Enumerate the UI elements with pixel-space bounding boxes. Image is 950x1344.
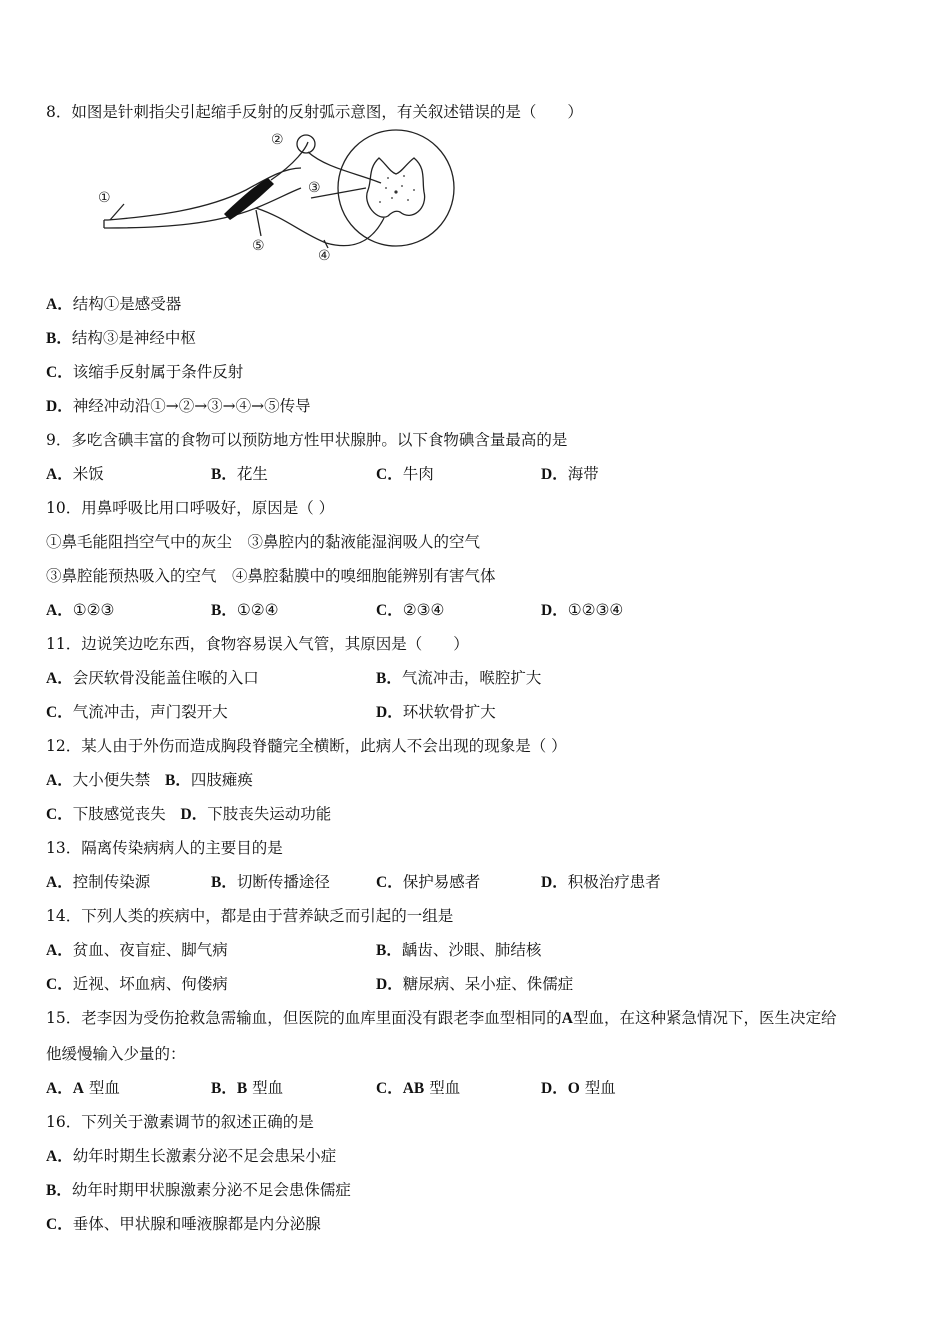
- q15-option-d[interactable]: D．O 型血: [541, 1079, 616, 1097]
- q14-option-c[interactable]: C．近视、坏血病、佝偻病: [46, 975, 228, 993]
- q10-statement-1: ①鼻毛能阻挡空气中的灰尘 ③鼻腔内的黏液能湿润吸人的空气: [46, 533, 481, 551]
- q8-option-b[interactable]: B．结构③是神经中枢: [46, 329, 196, 347]
- q11-stem: 11．边说笑边吃东西，食物容易误入气管，其原因是（ ）: [46, 635, 469, 653]
- figure-label-4: ④: [318, 248, 331, 264]
- q10-option-d[interactable]: D．①②③④: [541, 601, 624, 619]
- q12-option-c[interactable]: C．下肢感觉丧失: [46, 805, 166, 823]
- q13-option-c[interactable]: C．保护易感者: [376, 873, 481, 891]
- q11-option-c[interactable]: C．气流冲击，声门裂开大: [46, 703, 228, 721]
- q16-stem: 16．下列关于激素调节的叙述正确的是: [46, 1113, 314, 1131]
- q8-option-a[interactable]: A．结构①是感受器: [46, 295, 182, 313]
- q13-option-b[interactable]: B．切断传播途径: [211, 873, 330, 891]
- q9-option-c[interactable]: C．牛肉: [376, 465, 434, 483]
- q10-option-b[interactable]: B．①②④: [211, 601, 279, 619]
- q13-stem: 13．隔离传染病病人的主要目的是: [46, 839, 283, 857]
- figure-label-5: ⑤: [252, 238, 265, 254]
- q9-option-d[interactable]: D．海带: [541, 465, 599, 483]
- q13-option-d[interactable]: D．积极治疗患者: [541, 873, 661, 891]
- q10-option-c[interactable]: C．②③④: [376, 601, 445, 619]
- figure-label-1: ①: [98, 190, 111, 206]
- q14-stem: 14．下列人类的疾病中，都是由于营养缺乏而引起的一组是: [46, 907, 454, 925]
- q12-option-a[interactable]: A．大小便失禁: [46, 771, 151, 789]
- q8-option-d[interactable]: D．神经冲动沿①→②→③→④→⑤传导: [46, 397, 311, 415]
- figure-label-2: ②: [271, 132, 284, 148]
- q9-stem: 9．多吃含碘丰富的食物可以预防地方性甲状腺肿。以下食物碘含量最高的是: [46, 431, 568, 449]
- q12-option-d[interactable]: D．下肢丧失运动功能: [180, 805, 332, 823]
- q14-option-d[interactable]: D．糖尿病、呆小症、侏儒症: [376, 975, 574, 993]
- q11-option-d[interactable]: D．环状软骨扩大: [376, 703, 496, 721]
- q11-option-a[interactable]: A．会厌软骨没能盖住喉的入口: [46, 669, 259, 687]
- q15-option-b[interactable]: B．B 型血: [211, 1079, 284, 1097]
- q13-option-a[interactable]: A．控制传染源: [46, 873, 151, 891]
- q10-stem: 10．用鼻呼吸比用口呼吸好，原因是（ ）: [46, 499, 335, 517]
- q10-statement-2: ③鼻腔能预热吸入的空气 ④鼻腔黏膜中的嗅细胞能辨别有害气体: [46, 567, 496, 585]
- figure-label-3: ③: [308, 180, 321, 196]
- q12-stem: 12．某人由于外伤而造成胸段脊髓完全横断，此病人不会出现的现象是（ ）: [46, 737, 567, 755]
- q16-option-a[interactable]: A．幼年时期生长激素分泌不足会患呆小症: [46, 1147, 337, 1165]
- q15-option-c[interactable]: C．AB 型血: [376, 1079, 461, 1097]
- q12-option-b[interactable]: B．四肢瘫痪: [165, 771, 253, 789]
- q8-option-c[interactable]: C．该缩手反射属于条件反射: [46, 363, 244, 381]
- q9-option-b[interactable]: B．花生: [211, 465, 268, 483]
- q9-option-a[interactable]: A．米饭: [46, 465, 104, 483]
- q15-stem-line2: 他缓慢输入少量的：: [46, 1045, 186, 1063]
- q14-option-a[interactable]: A．贫血、夜盲症、脚气病: [46, 941, 228, 959]
- q8-stem: 8．如图是针刺指尖引起缩手反射的反射弧示意图，有关叙述错误的是（ ）: [46, 103, 583, 121]
- q12-options-row-1: [46, 770, 253, 791]
- reflex-arc-figure: [96, 128, 466, 268]
- q15-option-a[interactable]: A．A 型血: [46, 1079, 120, 1097]
- q14-option-b[interactable]: B．龋齿、沙眼、肺结核: [376, 941, 542, 959]
- q16-option-c[interactable]: C．垂体、甲状腺和唾液腺都是内分泌腺: [46, 1215, 321, 1233]
- q12-options-row-2: [46, 804, 331, 825]
- q15-stem: 15．老李因为受伤抢救急需输血，但医院的血库里面没有跟老李血型相同的A型血，在这种紧急情况下，医生决定给: [46, 1009, 837, 1027]
- q16-option-b[interactable]: B．幼年时期甲状腺激素分泌不足会患侏儒症: [46, 1181, 351, 1199]
- q11-option-b[interactable]: B．气流冲击，喉腔扩大: [376, 669, 542, 687]
- q10-option-a[interactable]: A．①②③: [46, 601, 115, 619]
